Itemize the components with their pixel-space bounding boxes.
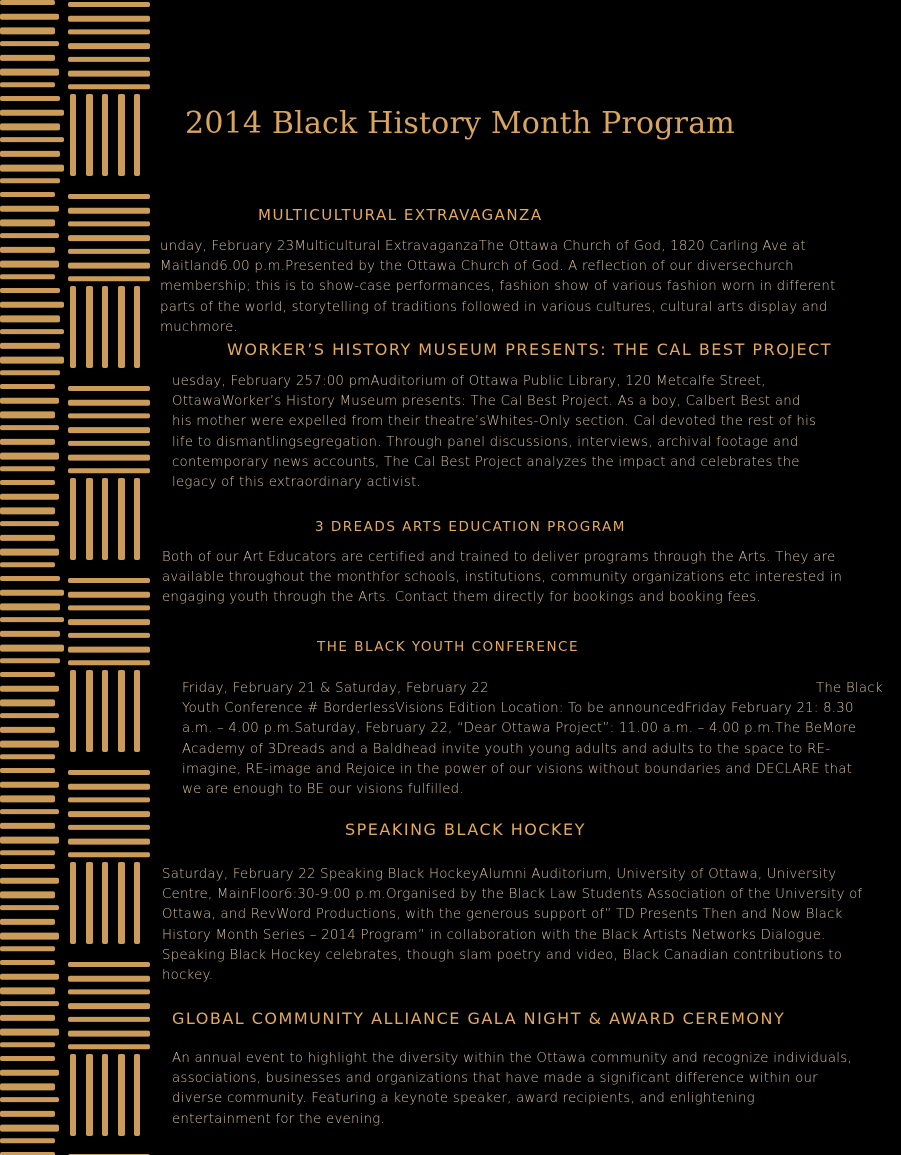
pattern-stroke xyxy=(0,137,64,142)
pattern-block xyxy=(0,670,140,759)
pattern-stroke xyxy=(68,578,150,583)
pattern-stroke xyxy=(0,494,59,500)
pattern-stroke xyxy=(0,658,60,663)
pattern-stroke xyxy=(0,96,60,101)
pattern-stroke xyxy=(0,178,60,183)
pattern-stroke xyxy=(0,27,55,34)
pattern-stroke xyxy=(0,1111,55,1117)
pattern-stroke xyxy=(68,647,150,653)
pattern-block xyxy=(0,192,150,281)
heading-workers-history-museum: WORKER’S HISTORY MUSEUM PRESENTS: THE CAL BEST PROJECT xyxy=(227,340,833,359)
pattern-stroke xyxy=(0,165,64,172)
text-line: imagine, RE-image and Rejoice in the power of our visions without boundaries and DECLARE that xyxy=(182,761,853,777)
pattern-stroke xyxy=(102,286,108,368)
pattern-block xyxy=(0,576,150,665)
pattern-stroke xyxy=(68,1031,150,1037)
pattern-stroke xyxy=(70,862,76,944)
pattern-stroke xyxy=(0,837,59,844)
pattern-stroke xyxy=(86,1054,93,1136)
text-line: we are enough to BE our visions fulfilled. xyxy=(182,782,464,798)
pattern-block xyxy=(0,768,150,857)
pattern-stroke xyxy=(0,0,55,5)
pattern-block xyxy=(0,0,150,89)
pattern-stroke xyxy=(70,478,76,560)
pattern-stroke xyxy=(102,1054,108,1136)
text-line: Youth Conference # BorderlessVisions Edition Location: To be announcedFriday February 21: 8.30 xyxy=(182,701,854,717)
text-line: Speaking Black Hockey celebrates, though slam poetry and video, Black Canadian contributions to xyxy=(162,947,843,963)
pattern-stroke xyxy=(0,1083,55,1090)
pattern-stroke xyxy=(68,619,150,625)
heading-speaking-black-hockey: SPEAKING BLACK HOCKEY xyxy=(345,820,586,839)
text-line-right: The Black xyxy=(816,681,883,696)
pattern-stroke xyxy=(0,329,64,334)
pattern-stroke xyxy=(0,1001,59,1006)
pattern-stroke xyxy=(68,839,150,845)
text-line xyxy=(182,679,882,699)
pattern-block xyxy=(0,94,140,183)
text-line: Saturday, February 22 Speaking Black HockeyAlumni Auditorium, University of Ottawa, University xyxy=(162,867,837,882)
pattern-stroke xyxy=(68,1044,150,1049)
pattern-stroke xyxy=(0,645,64,652)
pattern-stroke xyxy=(0,41,59,46)
pattern-stroke xyxy=(0,343,60,349)
text-line: legacy of this extraordinary activist. xyxy=(172,475,422,491)
pattern-stroke xyxy=(68,962,150,967)
pattern-stroke xyxy=(68,825,150,830)
pattern-block xyxy=(0,862,140,951)
pattern-stroke xyxy=(0,507,55,514)
pattern-stroke xyxy=(68,413,150,418)
text-line: Both of our Art Educators are certified and trained to deliver programs through the Arts. They are xyxy=(162,550,836,565)
pattern-stroke xyxy=(68,811,150,817)
text-line: membership; this is to show-case performances, fashion show of various fashion worn in different xyxy=(160,279,836,295)
pattern-stroke xyxy=(70,94,76,176)
text-line: available throughout the monthfor schools, institutions, community organizations etc interested in xyxy=(162,570,843,586)
text-line: Centre, MainFloor6:30-9:00 p.m.Organised by the Black Law Students Association of the University of xyxy=(162,887,863,903)
pattern-stroke xyxy=(86,478,93,560)
pattern-stroke xyxy=(68,1003,150,1009)
pattern-stroke xyxy=(0,411,55,418)
pattern-stroke xyxy=(0,288,60,293)
body-gala-night xyxy=(172,1049,852,1130)
pattern-stroke xyxy=(68,797,150,802)
text-line: hockey. xyxy=(162,968,214,984)
pattern-stroke xyxy=(0,1056,55,1061)
pattern-stroke xyxy=(118,862,125,944)
text-line: Maitland6.00 p.m.Presented by the Ottawa Church of God. A reflection of our diversechurch xyxy=(160,259,794,275)
pattern-stroke xyxy=(0,590,64,596)
pattern-stroke xyxy=(0,219,55,226)
pattern-stroke xyxy=(0,315,60,322)
pattern-stroke xyxy=(118,670,125,752)
pattern-stroke xyxy=(0,521,59,526)
pattern-block xyxy=(0,1054,140,1143)
text-line: life to dismantlingsegregation. Through panel discussions, interviews, archival footage and xyxy=(172,434,799,450)
pattern-stroke xyxy=(68,208,150,214)
woven-stripe-pattern xyxy=(0,0,152,1155)
page-title: 2014 Black History Month Program xyxy=(185,106,735,141)
pattern-stroke xyxy=(0,1097,59,1102)
pattern-stroke xyxy=(118,94,125,176)
pattern-stroke xyxy=(86,94,93,176)
pattern-stroke xyxy=(0,960,55,965)
pattern-stroke xyxy=(0,713,59,718)
pattern-stroke xyxy=(68,976,150,982)
text-line: An annual event to highlight the diversity within the Ottawa community and recognize individuals, xyxy=(172,1051,852,1066)
pattern-stroke xyxy=(0,754,55,759)
pattern-stroke xyxy=(0,1070,59,1076)
pattern-block xyxy=(0,286,140,375)
pattern-stroke xyxy=(70,286,76,368)
pattern-stroke xyxy=(118,478,125,560)
pattern-stroke xyxy=(0,946,55,951)
pattern-stroke xyxy=(0,233,59,238)
pattern-stroke xyxy=(0,192,55,197)
text-line: OttawaWorker’s History Museum presents: The Cal Best Project. As a boy, Calbert Best and xyxy=(172,394,801,410)
pattern-stroke xyxy=(68,194,150,199)
pattern-stroke xyxy=(68,43,150,49)
text-line: History Month Series – 2014 Program” in collaboration with the Black Artists Networks Dialogue. xyxy=(162,927,826,943)
pattern-stroke xyxy=(0,878,59,884)
text-line: contemporary news accounts, The Cal Best Project analyzes the impact and celebrates the xyxy=(172,454,800,470)
pattern-stroke xyxy=(68,605,150,610)
pattern-stroke xyxy=(0,480,55,485)
pattern-stroke xyxy=(0,466,55,471)
pattern-stroke xyxy=(0,891,55,898)
pattern-stroke xyxy=(0,823,55,829)
pattern-stroke xyxy=(86,670,93,752)
pattern-stroke xyxy=(0,82,55,87)
pattern-stroke xyxy=(70,670,76,752)
pattern-stroke xyxy=(68,276,150,281)
pattern-stroke xyxy=(134,862,140,944)
pattern-stroke xyxy=(0,384,55,389)
pattern-stroke xyxy=(134,670,140,752)
pattern-stroke xyxy=(68,57,150,62)
pattern-stroke xyxy=(0,261,59,268)
pattern-stroke xyxy=(68,400,150,406)
pattern-stroke xyxy=(0,439,55,445)
pattern-stroke xyxy=(70,1054,76,1136)
pattern-stroke xyxy=(0,425,59,430)
pattern-stroke xyxy=(68,16,150,22)
pattern-stroke xyxy=(0,370,60,375)
pattern-stroke xyxy=(0,672,55,677)
text-line: his mother were expelled from their theatre’sWhites-Only section. Cal devoted the rest of his xyxy=(172,414,817,430)
pattern-stroke xyxy=(0,864,55,869)
pattern-stroke xyxy=(102,670,108,752)
text-line: engaging youth through the Arts. Contact them directly for bookings and booking fees. xyxy=(162,590,761,606)
pattern-stroke xyxy=(0,905,59,910)
pattern-block xyxy=(0,960,150,1049)
pattern-stroke xyxy=(68,770,150,775)
pattern-stroke xyxy=(68,263,150,269)
pattern-stroke xyxy=(0,1029,59,1036)
pattern-stroke xyxy=(0,206,59,212)
pattern-stroke xyxy=(68,221,150,226)
pattern-stroke xyxy=(0,795,55,802)
pattern-stroke xyxy=(0,1042,55,1047)
heading-gala-night: GLOBAL COMMUNITY ALLIANCE GALA NIGHT & AWARD CEREMONY xyxy=(172,1009,786,1028)
pattern-stroke xyxy=(0,631,60,637)
text-line: unday, February 23Multicultural ExtravaganzaThe Ottawa Church of God, 1820 Carling Ave at xyxy=(160,239,806,254)
text-line: associations, businesses and organizations that have made a significant difference within our xyxy=(172,1071,818,1087)
pattern-stroke xyxy=(0,247,55,253)
pattern-stroke xyxy=(0,741,59,748)
pattern-stroke xyxy=(0,357,64,364)
pattern-stroke xyxy=(0,617,64,622)
pattern-stroke xyxy=(0,549,59,556)
pattern-stroke xyxy=(68,852,150,857)
body-multicultural-extravaganza xyxy=(160,237,836,338)
pattern-stroke xyxy=(86,862,93,944)
body-black-youth-conference xyxy=(182,679,882,800)
pattern-stroke xyxy=(68,441,150,446)
pattern-stroke xyxy=(0,55,55,61)
pattern-stroke xyxy=(0,302,64,308)
pattern-stroke xyxy=(0,110,64,116)
pattern-stroke xyxy=(0,933,59,940)
text-line: Ottawa, and RevWord Productions, with the generous support of” TD Presents Then and Now Black xyxy=(162,907,843,923)
pattern-block xyxy=(0,384,150,473)
pattern-stroke xyxy=(68,84,150,89)
heading-black-youth-conference: THE BLACK YOUTH CONFERENCE xyxy=(317,639,579,655)
pattern-stroke xyxy=(68,235,150,241)
pattern-stroke xyxy=(0,1015,55,1021)
pattern-stroke xyxy=(0,768,55,773)
pattern-stroke xyxy=(0,1138,55,1143)
text-line: Academy of 3Dreads and a Baldhead invite youth young adults and adults to the space to RE- xyxy=(182,741,831,757)
pattern-stroke xyxy=(68,455,150,461)
pattern-stroke xyxy=(68,427,150,433)
pattern-stroke xyxy=(0,974,59,980)
pattern-stroke xyxy=(68,29,150,34)
pattern-stroke xyxy=(102,94,108,176)
pattern-stroke xyxy=(102,478,108,560)
pattern-stroke xyxy=(0,1125,59,1132)
body-3-dreads-arts xyxy=(162,548,842,609)
pattern-block xyxy=(0,478,140,567)
pattern-stroke xyxy=(0,562,55,567)
pattern-stroke xyxy=(134,1054,140,1136)
pattern-stroke xyxy=(68,784,150,790)
pattern-stroke xyxy=(0,274,55,279)
text-line: muchmore. xyxy=(160,319,239,335)
pattern-stroke xyxy=(0,398,59,404)
pattern-stroke xyxy=(0,123,60,130)
pattern-stroke xyxy=(68,386,150,391)
pattern-stroke xyxy=(68,2,150,7)
pattern-stroke xyxy=(68,71,150,77)
pattern-stroke xyxy=(68,660,150,665)
pattern-stroke xyxy=(68,468,150,473)
pattern-stroke xyxy=(0,699,55,706)
text-line: diverse community. Featuring a keynote speaker, award recipients, and enlightening xyxy=(172,1091,755,1107)
pattern-stroke xyxy=(68,633,150,638)
pattern-stroke xyxy=(0,809,59,814)
pattern-stroke xyxy=(0,919,55,925)
body-workers-history-museum xyxy=(172,372,816,493)
pattern-stroke xyxy=(134,478,140,560)
text-line: parts of the world, storytelling of traditions followed in various cultures, cultural arts display and xyxy=(160,299,828,315)
pattern-stroke xyxy=(68,1017,150,1022)
pattern-stroke xyxy=(0,535,55,541)
text-line-left: Friday, February 21 & Saturday, February 22 xyxy=(182,681,489,696)
pattern-stroke xyxy=(0,453,59,460)
heading-3-dreads-arts: 3 DREADS ARTS EDUCATION PROGRAM xyxy=(315,519,626,535)
text-line: a.m. – 4.00 p.m.Saturday, February 22, “Dear Ottawa Project”: 11.00 a.m. – 4.00 p.m.The BeMore xyxy=(182,721,857,737)
pattern-stroke xyxy=(68,592,150,598)
pattern-stroke xyxy=(0,727,55,733)
pattern-stroke xyxy=(68,989,150,994)
pattern-stroke xyxy=(0,603,60,610)
pattern-stroke xyxy=(118,1054,125,1136)
pattern-stroke xyxy=(68,249,150,254)
pattern-stroke xyxy=(0,14,59,20)
pattern-stroke xyxy=(0,151,60,157)
pattern-stroke xyxy=(0,987,55,994)
pattern-stroke xyxy=(0,69,59,76)
pattern-stroke xyxy=(134,94,140,176)
pattern-stroke xyxy=(86,286,93,368)
heading-multicultural-extravaganza: MULTICULTURAL EXTRAVAGANZA xyxy=(258,206,543,224)
pattern-stroke xyxy=(0,686,59,692)
pattern-stroke xyxy=(134,286,140,368)
pattern-stroke xyxy=(118,286,125,368)
pattern-stroke xyxy=(102,862,108,944)
text-line: uesday, February 257:00 pmAuditorium of Ottawa Public Library, 120 Metcalfe Street, xyxy=(172,374,766,389)
text-line: entertainment for the evening. xyxy=(172,1111,385,1127)
pattern-stroke xyxy=(0,850,55,855)
pattern-stroke xyxy=(0,782,59,788)
body-speaking-black-hockey xyxy=(162,865,862,986)
pattern-stroke xyxy=(0,576,60,581)
